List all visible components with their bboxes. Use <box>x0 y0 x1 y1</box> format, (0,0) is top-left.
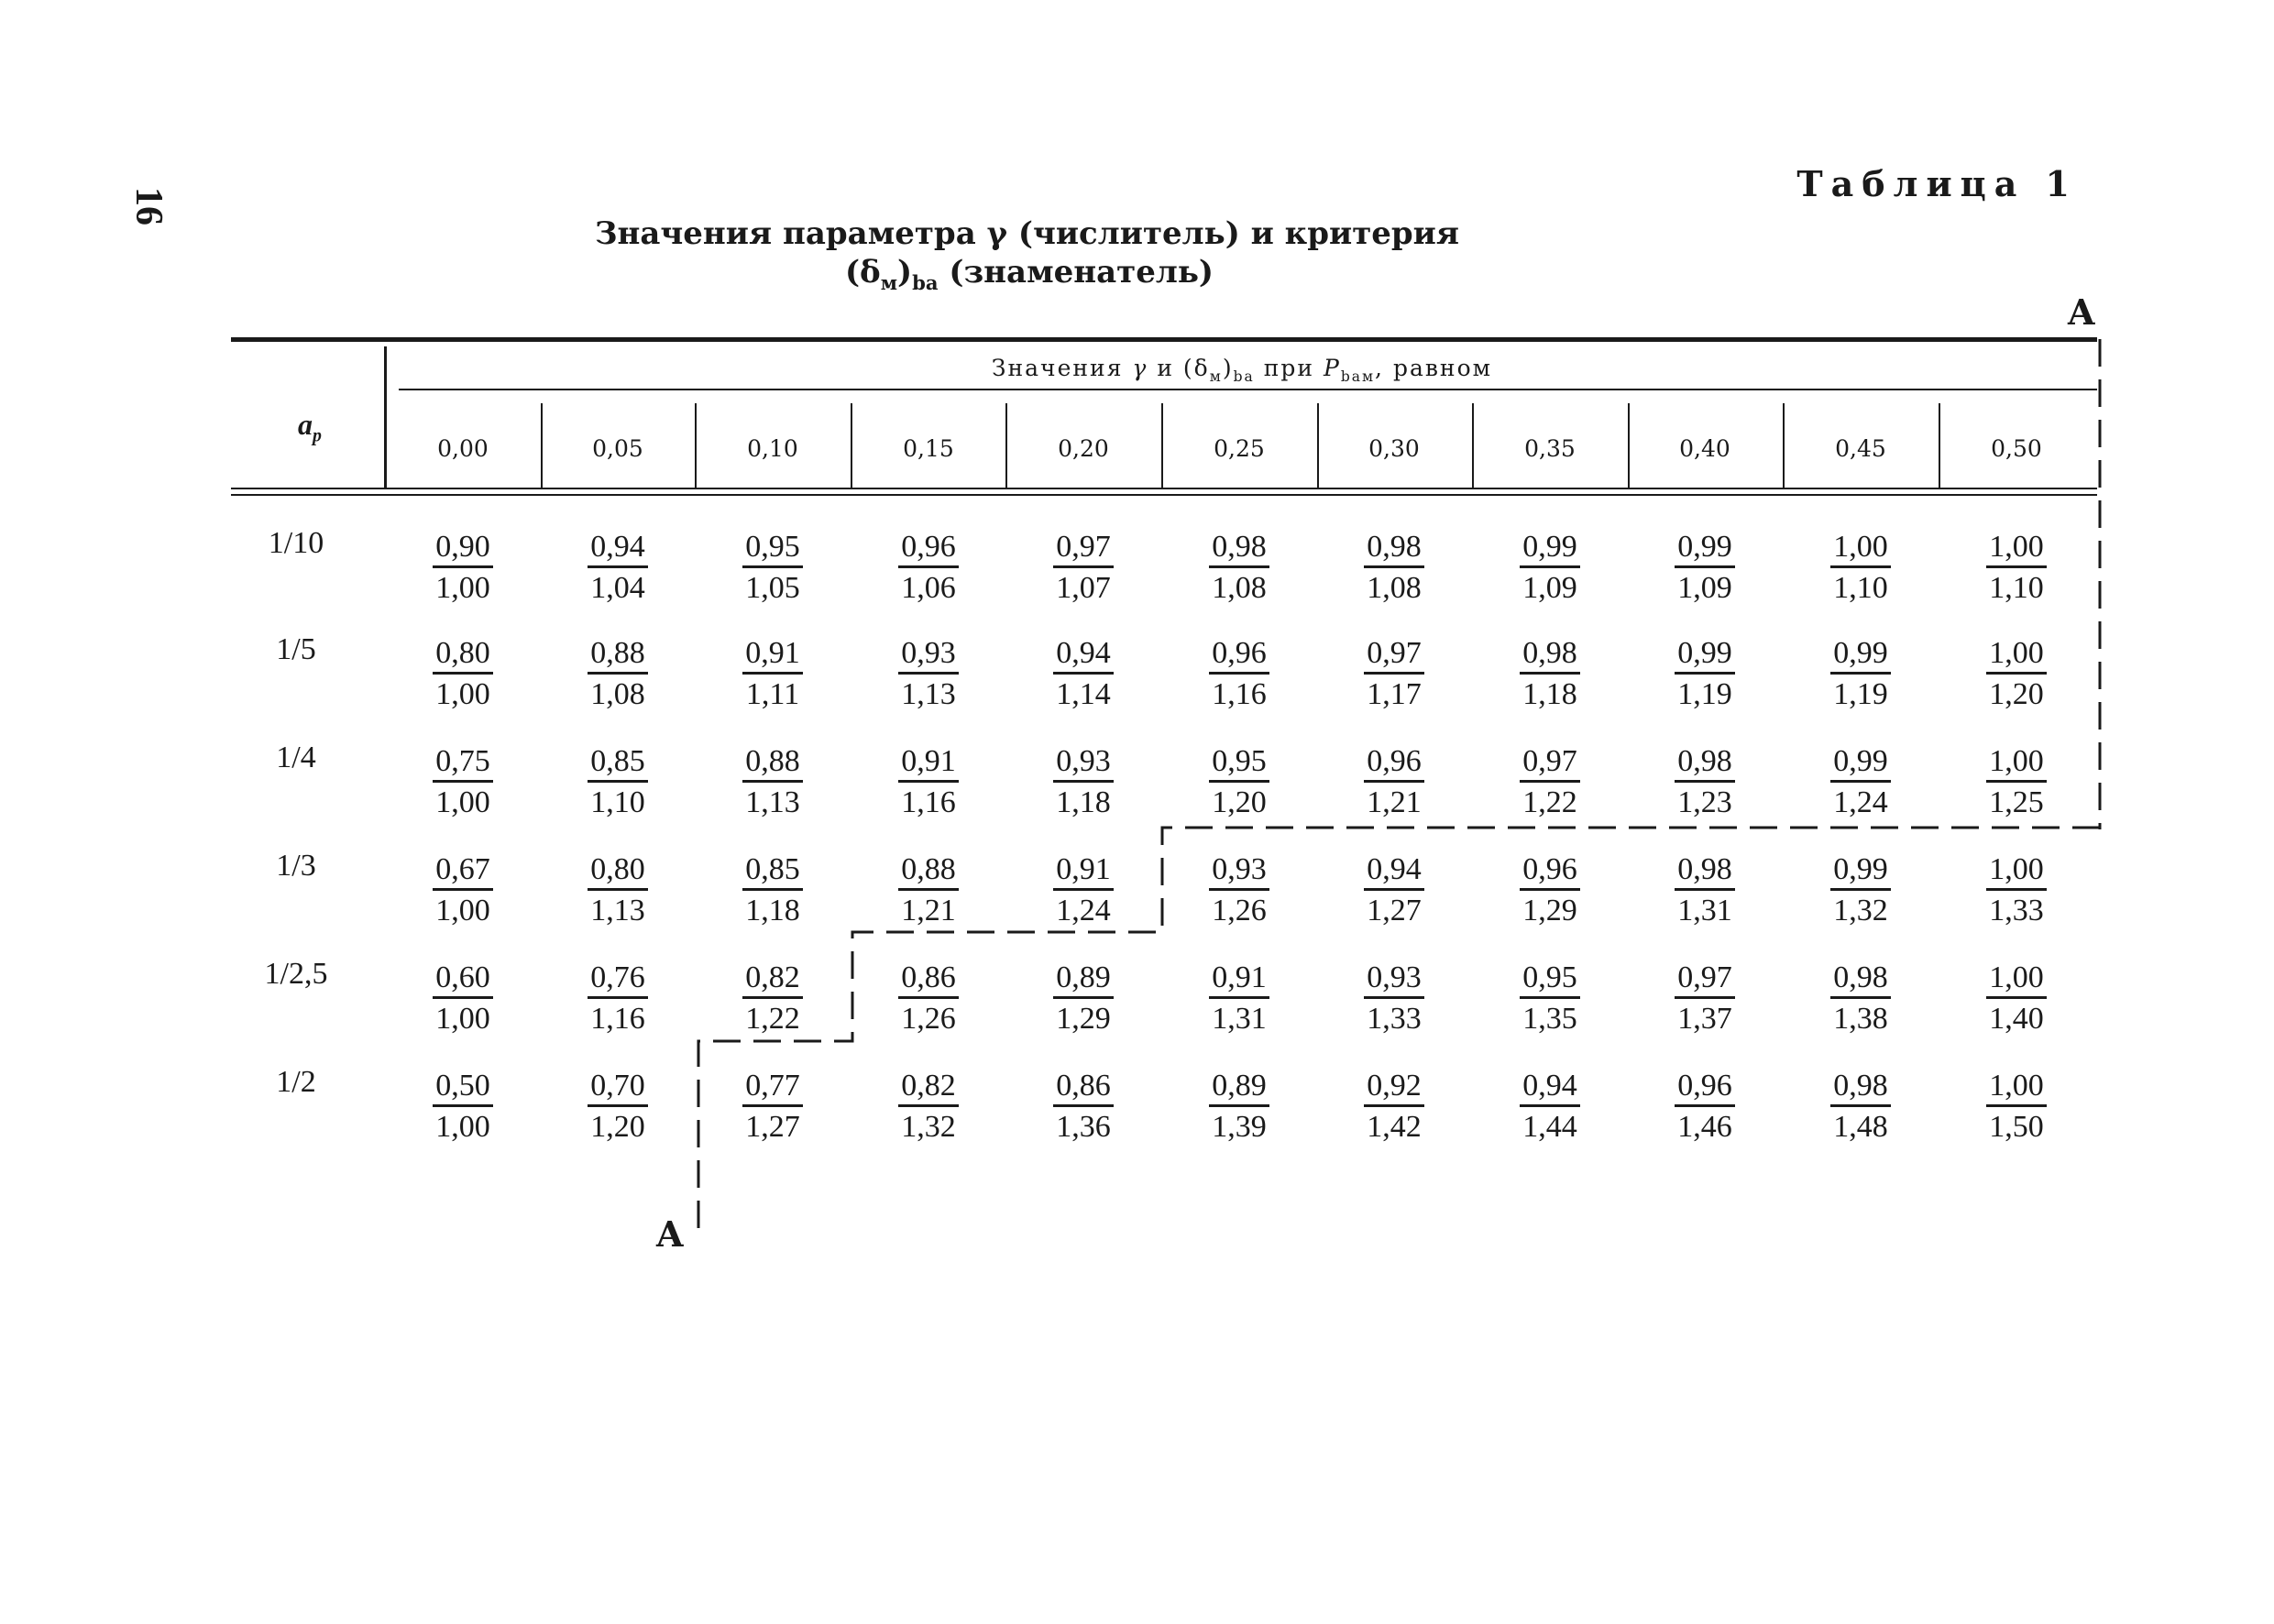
row-label: 1/4 <box>276 741 316 774</box>
delta-denominator: 1,13 <box>590 894 645 927</box>
gamma-numerator: 0,99 <box>1675 529 1735 568</box>
header-part: ) <box>1222 355 1234 381</box>
delta-denominator: 1,18 <box>1056 785 1111 819</box>
title-part: (знаменатель) <box>938 254 1214 291</box>
gamma-numerator: 0,98 <box>1209 529 1269 568</box>
gamma-numerator: 1,00 <box>1986 635 2047 675</box>
delta-denominator: 1,04 <box>590 571 645 605</box>
gamma-numerator: 0,89 <box>1053 960 1114 999</box>
header-sub: м <box>1209 368 1223 385</box>
delta-denominator: 1,00 <box>435 1002 490 1036</box>
gamma-numerator: 1,00 <box>1830 529 1891 568</box>
delta-denominator: 1,44 <box>1522 1110 1577 1144</box>
gamma-numerator: 0,96 <box>1675 1068 1735 1107</box>
row-header-sub: р <box>313 425 322 446</box>
delta-denominator: 1,24 <box>1833 785 1888 819</box>
title-line-1: Значения параметра γ (числитель) и критерия <box>594 215 1460 252</box>
delta-denominator: 1,07 <box>1056 571 1111 605</box>
delta-denominator: 1,16 <box>901 785 956 819</box>
row-label: 1/2,5 <box>264 957 328 991</box>
column-header: 0,00 <box>437 435 489 462</box>
gamma-numerator: 0,85 <box>742 851 803 891</box>
header-part: P <box>1323 355 1341 381</box>
header-part: Значения <box>991 355 1133 381</box>
gamma-numerator: 0,90 <box>433 529 493 568</box>
delta-denominator: 1,50 <box>1989 1110 2044 1144</box>
page-number: 16 <box>127 187 170 225</box>
delta-denominator: 1,08 <box>1367 571 1422 605</box>
delta-denominator: 1,18 <box>1522 677 1577 711</box>
delta-denominator: 1,27 <box>745 1110 800 1144</box>
gamma-numerator: 0,86 <box>898 960 959 999</box>
delta-denominator: 1,26 <box>901 1002 956 1036</box>
delta-denominator: 1,20 <box>1989 677 2044 711</box>
delta-denominator: 1,10 <box>1833 571 1888 605</box>
column-header: 0,30 <box>1368 435 1420 462</box>
gamma-numerator: 1,00 <box>1986 1068 2047 1107</box>
gamma-numerator: 0,91 <box>742 635 803 675</box>
gamma-numerator: 0,95 <box>1520 960 1580 999</box>
delta-denominator: 1,18 <box>745 894 800 927</box>
gamma-numerator: 0,93 <box>1209 851 1269 891</box>
delta-denominator: 1,09 <box>1677 571 1732 605</box>
gamma-numerator: 0,86 <box>1053 1068 1114 1107</box>
gamma-numerator: 0,97 <box>1053 529 1114 568</box>
delta-denominator: 1,40 <box>1989 1002 2044 1036</box>
gamma-numerator: 0,99 <box>1830 743 1891 783</box>
delta-denominator: 1,00 <box>435 785 490 819</box>
gamma-numerator: 1,00 <box>1986 529 2047 568</box>
column-header: 0,15 <box>903 435 954 462</box>
gamma-numerator: 0,82 <box>898 1068 959 1107</box>
gamma-numerator: 0,98 <box>1364 529 1424 568</box>
delta-denominator: 1,09 <box>1522 571 1577 605</box>
row-label: 1/2 <box>276 1065 316 1099</box>
gamma-numerator: 0,70 <box>588 1068 648 1107</box>
title-sub: м <box>880 270 898 294</box>
delta-denominator: 1,31 <box>1212 1002 1267 1036</box>
gamma-numerator: 0,99 <box>1520 529 1580 568</box>
gamma-numerator: 0,88 <box>588 635 648 675</box>
delta-denominator: 1,00 <box>435 571 490 605</box>
delta-denominator: 1,00 <box>435 677 490 711</box>
delta-denominator: 1,39 <box>1212 1110 1267 1144</box>
delta-denominator: 1,00 <box>435 894 490 927</box>
delta-denominator: 1,20 <box>1212 785 1267 819</box>
gamma-numerator: 0,80 <box>433 635 493 675</box>
gamma-numerator: 0,91 <box>1053 851 1114 891</box>
row-label: 1/3 <box>276 849 316 883</box>
gamma-numerator: 0,96 <box>1209 635 1269 675</box>
delta-denominator: 1,08 <box>590 677 645 711</box>
gamma-numerator: 0,96 <box>898 529 959 568</box>
delta-denominator: 1,08 <box>1212 571 1267 605</box>
delta-denominator: 1,11 <box>745 677 800 711</box>
column-header: 0,20 <box>1058 435 1109 462</box>
delta-denominator: 1,38 <box>1833 1002 1888 1036</box>
delta-denominator: 1,36 <box>1056 1110 1111 1144</box>
delta-denominator: 1,33 <box>1367 1002 1422 1036</box>
gamma-numerator: 0,76 <box>588 960 648 999</box>
delta-denominator: 1,23 <box>1677 785 1732 819</box>
gamma-numerator: 0,82 <box>742 960 803 999</box>
gamma-numerator: 0,94 <box>1053 635 1114 675</box>
gamma-numerator: 0,95 <box>1209 743 1269 783</box>
marker-a-bottom: A <box>656 1213 684 1255</box>
delta-denominator: 1,26 <box>1212 894 1267 927</box>
delta-denominator: 1,00 <box>435 1110 490 1144</box>
gamma-numerator: 0,95 <box>742 529 803 568</box>
gamma-numerator: 0,93 <box>1053 743 1114 783</box>
delta-denominator: 1,21 <box>1367 785 1422 819</box>
delta-denominator: 1,33 <box>1989 894 2044 927</box>
delta-denominator: 1,16 <box>590 1002 645 1036</box>
row-label: 1/5 <box>276 632 316 666</box>
gamma-numerator: 0,96 <box>1520 851 1580 891</box>
gamma-numerator: 1,00 <box>1986 743 2047 783</box>
gamma-numerator: 0,50 <box>433 1068 493 1107</box>
gamma-numerator: 0,94 <box>1520 1068 1580 1107</box>
delta-denominator: 1,42 <box>1367 1110 1422 1144</box>
gamma-numerator: 0,88 <box>898 851 959 891</box>
header-part: γ <box>1132 355 1148 381</box>
column-header: 0,40 <box>1679 435 1730 462</box>
column-header: 0,10 <box>747 435 798 462</box>
gamma-numerator: 0,99 <box>1675 635 1735 675</box>
gamma-numerator: 0,77 <box>742 1068 803 1107</box>
gamma-numerator: 0,80 <box>588 851 648 891</box>
row-label: 1/10 <box>268 526 324 560</box>
table-label: Таблица 1 <box>1796 163 2078 204</box>
gamma-numerator: 0,67 <box>433 851 493 891</box>
gamma-numerator: 0,97 <box>1675 960 1735 999</box>
delta-denominator: 1,37 <box>1677 1002 1732 1036</box>
gamma-numerator: 1,00 <box>1986 851 2047 891</box>
delta-denominator: 1,22 <box>745 1002 800 1036</box>
delta-denominator: 1,16 <box>1212 677 1267 711</box>
column-header: 0,35 <box>1524 435 1576 462</box>
gamma-numerator: 0,98 <box>1675 851 1735 891</box>
column-header: 0,50 <box>1991 435 2042 462</box>
delta-denominator: 1,32 <box>901 1110 956 1144</box>
gamma-numerator: 0,91 <box>898 743 959 783</box>
gamma-numerator: 0,98 <box>1675 743 1735 783</box>
delta-denominator: 1,29 <box>1056 1002 1111 1036</box>
title-part: ) <box>897 254 913 291</box>
header-sub: ba <box>1233 368 1255 385</box>
delta-denominator: 1,21 <box>901 894 956 927</box>
gamma-numerator: 0,92 <box>1364 1068 1424 1107</box>
delta-denominator: 1,32 <box>1833 894 1888 927</box>
gamma-numerator: 0,97 <box>1520 743 1580 783</box>
delta-denominator: 1,13 <box>901 677 956 711</box>
gamma-numerator: 0,93 <box>1364 960 1424 999</box>
delta-denominator: 1,19 <box>1677 677 1732 711</box>
delta-denominator: 1,14 <box>1056 677 1111 711</box>
title-part: (δ <box>844 254 881 291</box>
gamma-numerator: 0,96 <box>1364 743 1424 783</box>
delta-denominator: 1,22 <box>1522 785 1577 819</box>
delta-denominator: 1,25 <box>1989 785 2044 819</box>
gamma-numerator: 0,88 <box>742 743 803 783</box>
delta-denominator: 1,10 <box>590 785 645 819</box>
gamma-numerator: 0,98 <box>1830 1068 1891 1107</box>
delta-denominator: 1,46 <box>1677 1110 1732 1144</box>
delta-denominator: 1,17 <box>1367 677 1422 711</box>
gamma-numerator: 0,89 <box>1209 1068 1269 1107</box>
gamma-numerator: 0,99 <box>1830 851 1891 891</box>
boundary-step-top <box>698 828 2100 1235</box>
delta-denominator: 1,29 <box>1522 894 1577 927</box>
delta-denominator: 1,05 <box>745 571 800 605</box>
header-part: и (δ <box>1148 355 1210 381</box>
delta-denominator: 1,48 <box>1833 1110 1888 1144</box>
title-sub: ba <box>912 270 939 294</box>
gamma-numerator: 1,00 <box>1986 960 2047 999</box>
gamma-numerator: 0,91 <box>1209 960 1269 999</box>
gamma-numerator: 0,98 <box>1830 960 1891 999</box>
gamma-numerator: 0,85 <box>588 743 648 783</box>
delta-denominator: 1,13 <box>745 785 800 819</box>
column-header: 0,25 <box>1214 435 1265 462</box>
gamma-numerator: 0,99 <box>1830 635 1891 675</box>
delta-denominator: 1,06 <box>901 571 956 605</box>
column-header: 0,05 <box>592 435 643 462</box>
delta-denominator: 1,35 <box>1522 1002 1577 1036</box>
gamma-numerator: 0,94 <box>1364 851 1424 891</box>
row-header-main: a <box>298 408 313 441</box>
delta-denominator: 1,24 <box>1056 894 1111 927</box>
gamma-numerator: 0,94 <box>588 529 648 568</box>
header-part: , равном <box>1375 355 1493 381</box>
gamma-numerator: 0,75 <box>433 743 493 783</box>
delta-denominator: 1,31 <box>1677 894 1732 927</box>
gamma-numerator: 0,60 <box>433 960 493 999</box>
marker-a-top: A <box>2068 291 2095 333</box>
gamma-numerator: 0,93 <box>898 635 959 675</box>
delta-denominator: 1,20 <box>590 1110 645 1144</box>
gamma-numerator: 0,97 <box>1364 635 1424 675</box>
delta-denominator: 1,10 <box>1989 571 2044 605</box>
header-part: при <box>1254 355 1324 381</box>
delta-denominator: 1,19 <box>1833 677 1888 711</box>
column-header: 0,45 <box>1835 435 1886 462</box>
header-sub: baм <box>1340 368 1376 385</box>
delta-denominator: 1,27 <box>1367 894 1422 927</box>
gamma-numerator: 0,98 <box>1520 635 1580 675</box>
